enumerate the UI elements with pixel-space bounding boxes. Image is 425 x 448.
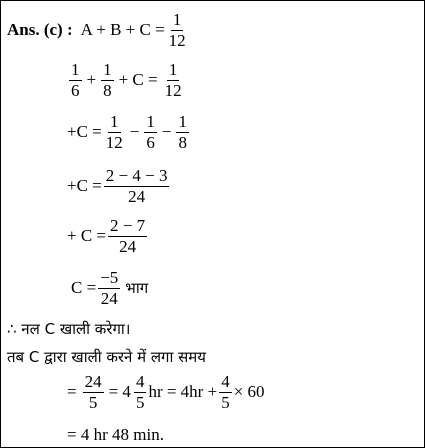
eq3-f3-numerator: 1 bbox=[178, 112, 187, 131]
eq3-fraction-3 bbox=[176, 113, 189, 152]
eq7-fraction-2 bbox=[134, 373, 147, 412]
eq7-f1-numerator: 24 bbox=[84, 372, 102, 391]
eq7-f1-denominator: 5 bbox=[88, 392, 98, 412]
equation-2 bbox=[67, 61, 186, 100]
eq2-f3-denominator: 12 bbox=[164, 80, 182, 100]
eq5-fraction bbox=[108, 217, 147, 256]
equation-3 bbox=[67, 113, 191, 152]
eq3-f2-numerator: 1 bbox=[146, 112, 155, 131]
eq7-f3-numerator: 4 bbox=[221, 372, 230, 391]
eq2-plus: + bbox=[86, 70, 97, 90]
eq3-f1-denominator: 12 bbox=[105, 132, 123, 152]
conclusion-line: ∴ नल C खाली करेगा। bbox=[7, 320, 131, 338]
eq2-f3-numerator: 1 bbox=[168, 60, 178, 79]
time-taken-line: तब C द्वारा खाली करने में लगा समय bbox=[7, 348, 206, 366]
eq1-denominator: 12 bbox=[168, 30, 186, 50]
equation-4 bbox=[67, 167, 171, 206]
eq2-fraction-3 bbox=[163, 61, 184, 100]
eq3-f1-numerator: 1 bbox=[110, 112, 119, 131]
equation-5 bbox=[67, 217, 149, 256]
eq3-lhs: +C = bbox=[67, 122, 102, 142]
eq1-fraction bbox=[167, 11, 188, 50]
eq7-fraction-3 bbox=[219, 373, 232, 412]
eq2-f2-numerator: 1 bbox=[103, 60, 112, 79]
eq2-fraction-2 bbox=[101, 61, 114, 100]
eq6-lhs: C = bbox=[71, 278, 97, 298]
eq7-times-sixty: × 60 bbox=[233, 382, 265, 402]
final-answer: = 4 hr 48 min. bbox=[67, 425, 164, 444]
eq4-denominator: 24 bbox=[128, 186, 146, 206]
eq5-lhs: + C = bbox=[67, 226, 107, 246]
eq7-f2-numerator: 4 bbox=[135, 372, 145, 391]
eq2-mid: + C = bbox=[118, 70, 158, 90]
eq7-equals: = bbox=[67, 382, 77, 402]
eq7-mixed-whole: = 4 bbox=[108, 382, 131, 402]
eq3-f3-denominator: 8 bbox=[178, 132, 187, 152]
eq3-fraction-1 bbox=[104, 113, 125, 152]
eq3-minus-1: − bbox=[129, 122, 140, 142]
eq3-minus-2: − bbox=[161, 122, 172, 142]
eq7-fraction-1 bbox=[83, 373, 104, 412]
eq6-numerator: −5 bbox=[100, 268, 119, 287]
equation-1 bbox=[7, 11, 190, 50]
eq2-f1-denominator: 6 bbox=[71, 80, 80, 100]
eq1-numerator: 1 bbox=[172, 10, 182, 29]
eq6-unit: भाग bbox=[125, 279, 149, 298]
equation-6 bbox=[71, 269, 148, 308]
eq7-f2-denominator: 5 bbox=[135, 392, 145, 412]
answer-label: Ans. (c) : bbox=[7, 20, 73, 40]
eq3-f2-denominator: 6 bbox=[146, 132, 155, 152]
eq6-fraction bbox=[98, 269, 120, 308]
eq4-fraction bbox=[104, 167, 170, 206]
eq5-denominator: 24 bbox=[119, 236, 137, 256]
eq7-hours-text: hr = 4hr + bbox=[148, 382, 218, 402]
eq4-lhs: +C = bbox=[67, 176, 102, 196]
eq2-f1-numerator: 1 bbox=[71, 60, 80, 79]
eq5-numerator: 2 − 7 bbox=[110, 216, 146, 235]
eq4-numerator: 2 − 4 − 3 bbox=[105, 166, 168, 185]
equation-7 bbox=[67, 373, 265, 412]
eq7-f3-denominator: 5 bbox=[221, 392, 230, 412]
eq1-lhs: A + B + C = bbox=[80, 20, 165, 40]
eq2-fraction-1 bbox=[69, 61, 82, 100]
eq6-denominator: 24 bbox=[100, 288, 118, 308]
eq3-fraction-2 bbox=[144, 113, 157, 152]
eq2-f2-denominator: 8 bbox=[103, 80, 112, 100]
